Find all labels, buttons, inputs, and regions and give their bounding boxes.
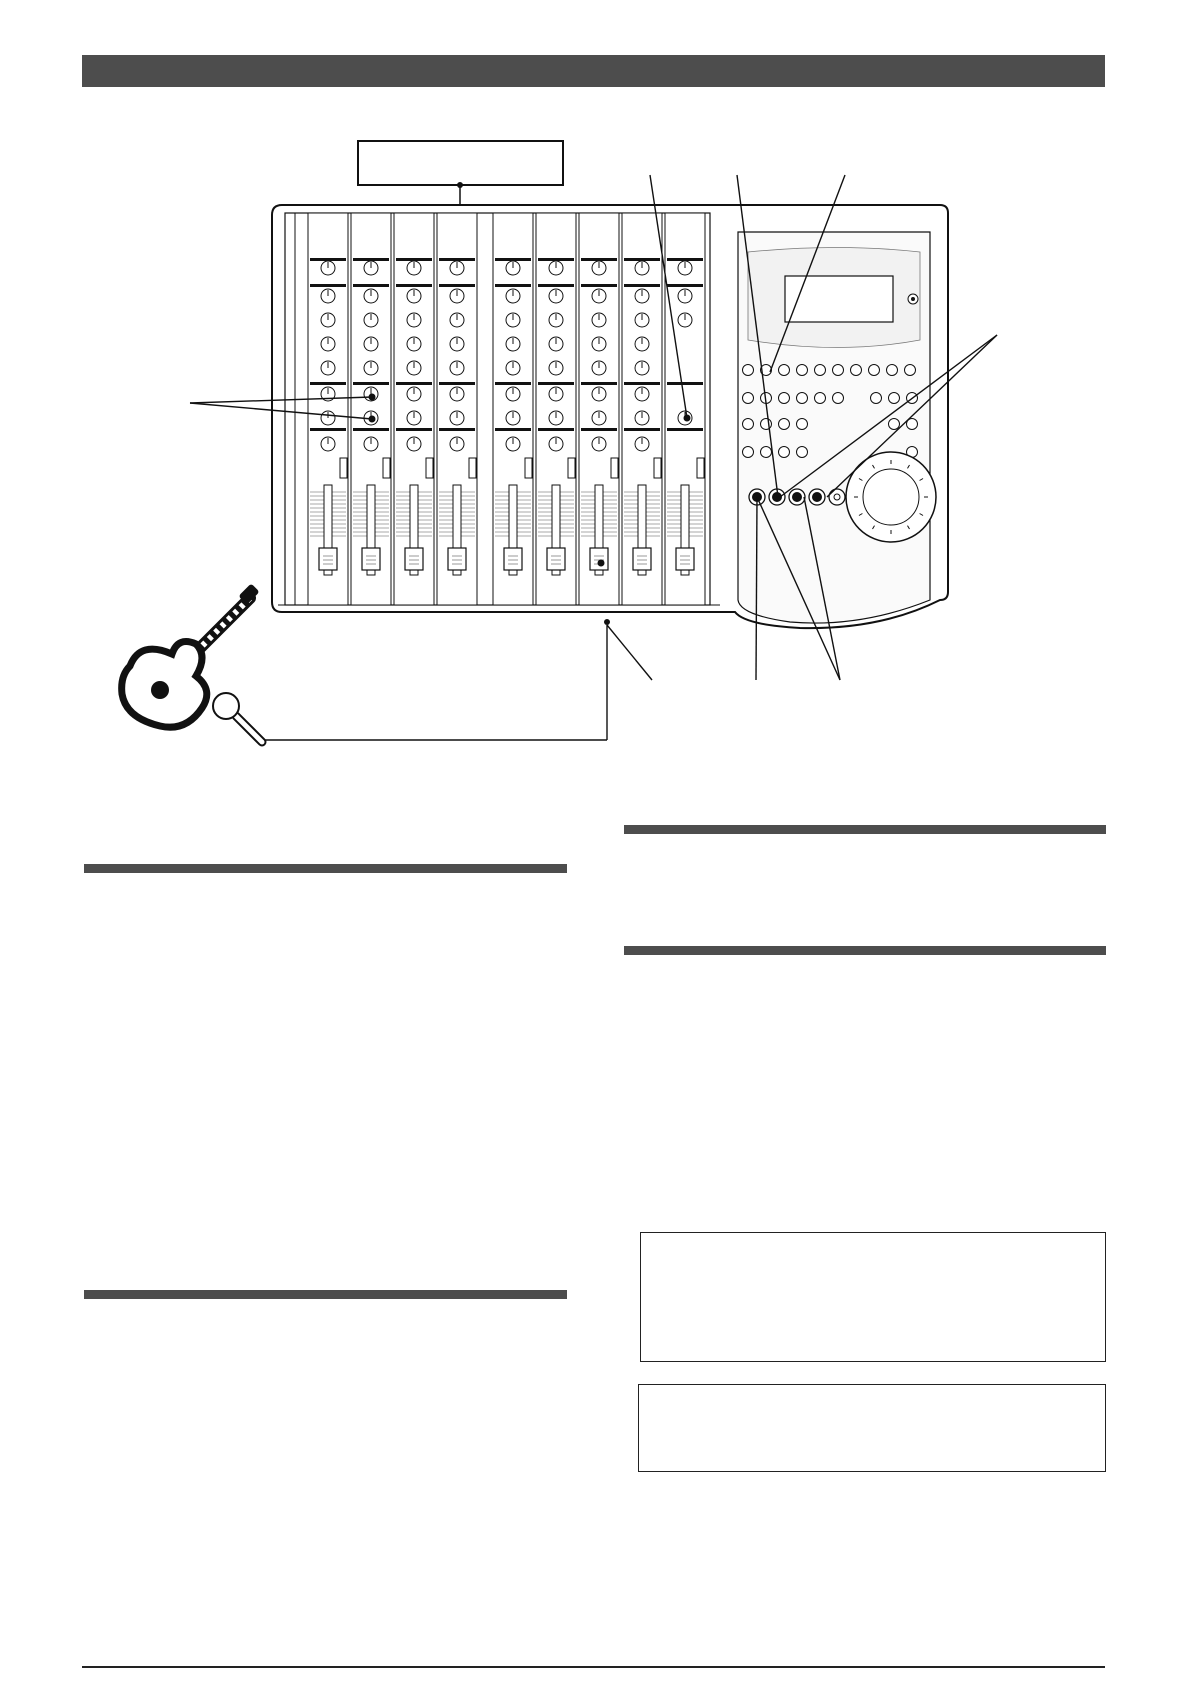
panel-button[interactable] (743, 419, 754, 430)
panel-button[interactable] (743, 393, 754, 404)
transport-buttons (749, 489, 845, 505)
panel-button[interactable] (797, 365, 808, 376)
panel-button[interactable] (869, 365, 880, 376)
panel-button[interactable] (779, 419, 790, 430)
panel-button[interactable] (779, 393, 790, 404)
lcd-display (785, 276, 893, 322)
transport-button[interactable] (829, 489, 845, 505)
panel-button[interactable] (833, 365, 844, 376)
transport-button[interactable] (789, 489, 805, 505)
panel-button[interactable] (887, 365, 898, 376)
fader[interactable] (362, 548, 380, 570)
fader[interactable] (633, 548, 651, 570)
panel-button[interactable] (743, 365, 754, 376)
fader[interactable] (504, 548, 522, 570)
panel-button[interactable] (871, 393, 882, 404)
channel-strip (351, 213, 391, 605)
section-rule-right-1 (624, 825, 1106, 834)
channel-strip (437, 213, 477, 605)
section-rule-left-1 (84, 864, 567, 873)
callout-label-box (358, 141, 563, 185)
fader[interactable] (547, 548, 565, 570)
channel-strip (579, 213, 619, 605)
footer-line (82, 1666, 1105, 1668)
panel-button[interactable] (889, 393, 900, 404)
fader[interactable] (405, 548, 423, 570)
panel-button[interactable] (797, 447, 808, 458)
panel-button[interactable] (851, 365, 862, 376)
fader[interactable] (676, 548, 694, 570)
channel-strip (536, 213, 576, 605)
mixer-recorder-illustration (0, 0, 1191, 760)
panel-button[interactable] (815, 365, 826, 376)
fader[interactable] (448, 548, 466, 570)
transport-button[interactable] (809, 489, 825, 505)
note-box-1 (640, 1232, 1106, 1362)
panel-button[interactable] (889, 419, 900, 430)
channel-strip (622, 213, 662, 605)
section-rule-right-2 (624, 946, 1106, 955)
panel-button[interactable] (797, 393, 808, 404)
panel-button[interactable] (797, 419, 808, 430)
note-box-2 (638, 1384, 1106, 1472)
microphone-icon (213, 693, 262, 742)
channel-strip (493, 213, 533, 605)
panel-button[interactable] (743, 447, 754, 458)
panel-button[interactable] (833, 393, 844, 404)
channel-strip (308, 213, 348, 605)
channel-strips (308, 213, 705, 605)
panel-button[interactable] (761, 447, 772, 458)
panel-button[interactable] (815, 393, 826, 404)
panel-button[interactable] (905, 365, 916, 376)
fader[interactable] (590, 548, 608, 570)
panel-button[interactable] (779, 447, 790, 458)
channel-strip (394, 213, 434, 605)
fader[interactable] (319, 548, 337, 570)
section-rule-left-2 (84, 1290, 567, 1299)
panel-button[interactable] (779, 365, 790, 376)
